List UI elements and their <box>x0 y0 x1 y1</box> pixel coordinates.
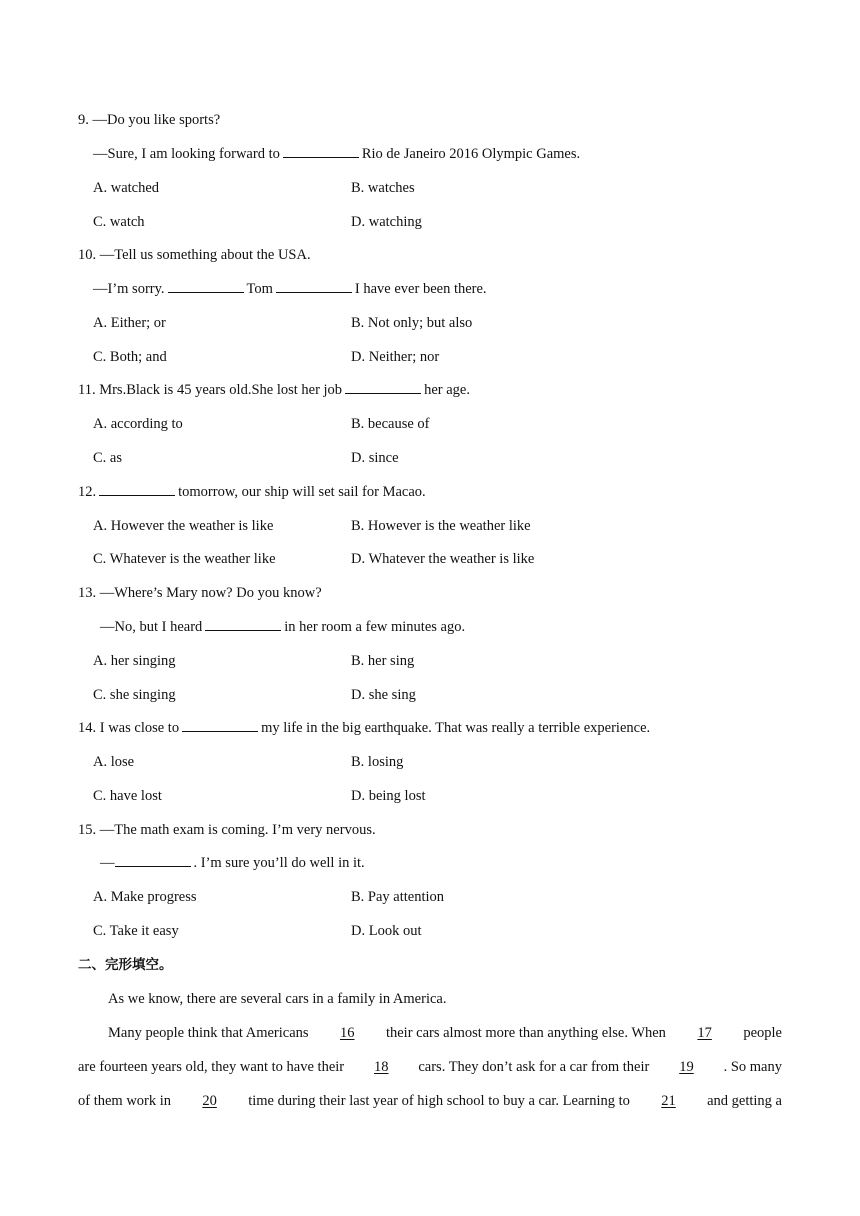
cloze-text: people <box>743 1025 782 1041</box>
q11-option-b: B. because of <box>351 416 430 432</box>
cloze-text: Many people think that Americans <box>108 1025 309 1041</box>
q10-line2-mid: Tom <box>246 281 273 297</box>
q13-line2-pre: —No, but I heard <box>100 619 203 635</box>
cloze-line-2 <box>78 1057 782 1077</box>
q9-line2 <box>93 144 580 164</box>
answer-blank <box>205 617 281 631</box>
q12-option-c: C. Whatever is the weather like <box>93 551 276 567</box>
cloze-text: are fourteen years old, they want to have their <box>78 1059 345 1075</box>
section-heading: 二、完形填空。 <box>78 957 173 973</box>
q10-line2-pre: —I’m sorry. <box>93 281 165 297</box>
q15-option-c: C. Take it easy <box>93 923 179 939</box>
cloze-blank-number: 17 <box>697 1025 712 1041</box>
q12-stem <box>78 482 426 502</box>
q11-stem <box>78 380 470 400</box>
q11-option-a: A. according to <box>93 416 183 432</box>
answer-blank <box>345 380 421 394</box>
q15-line2 <box>100 853 365 873</box>
q10-option-b: B. Not only; but also <box>351 315 473 331</box>
cloze-paragraph-1: As we know, there are several cars in a family in America. <box>108 991 447 1007</box>
q9-option-c: C. watch <box>93 214 145 230</box>
cloze-blank-number: 16 <box>340 1025 355 1041</box>
q15-line2-pre: — <box>100 855 115 871</box>
q11-stem-post: her age. <box>424 382 470 398</box>
answer-blank <box>283 144 359 158</box>
q10-option-d: D. Neither; nor <box>351 349 440 365</box>
q9-line2-post: Rio de Janeiro 2016 Olympic Games. <box>361 146 581 162</box>
q9-option-a: A. watched <box>93 180 160 196</box>
q13-option-d: D. she sing <box>351 687 416 703</box>
q13-line2-post: in her room a few minutes ago. <box>284 619 466 635</box>
q12-option-d: D. Whatever the weather is like <box>351 551 535 567</box>
q14-stem-post: my life in the big earthquake. That was really a terrible experience. <box>261 720 651 736</box>
q15-option-b: B. Pay attention <box>351 889 445 905</box>
answer-blank <box>182 718 258 732</box>
answer-blank <box>276 279 352 293</box>
cloze-text: and getting a <box>707 1093 782 1109</box>
q15-stem: 15. —The math exam is coming. I’m very nervous. <box>78 822 376 838</box>
q10-stem: 10. —Tell us something about the USA. <box>78 247 311 263</box>
q12-option-b: B. However is the weather like <box>351 518 531 534</box>
q10-line2 <box>93 279 487 299</box>
q11-option-c: C. as <box>93 450 122 466</box>
cloze-blank-number: 18 <box>374 1059 389 1075</box>
q9-option-b: B. watches <box>351 180 415 196</box>
q15-line2-post: . I’m sure you’ll do well in it. <box>193 855 365 871</box>
q14-option-d: D. being lost <box>351 788 426 804</box>
answer-blank <box>99 482 175 496</box>
q11-stem-pre: 11. Mrs.Black is 45 years old.She lost her job <box>78 382 343 398</box>
q9-line2-pre: —Sure, I am looking forward to <box>93 146 280 162</box>
cloze-text: of them work in <box>78 1093 172 1109</box>
q13-line2 <box>100 617 465 637</box>
q11-option-d: D. since <box>351 450 399 466</box>
cloze-text: cars. They don’t ask for a car from their <box>418 1059 650 1075</box>
cloze-line-3 <box>78 1091 782 1111</box>
q10-option-a: A. Either; or <box>93 315 166 331</box>
cloze-text: their cars almost more than anything else. When <box>385 1025 666 1041</box>
answer-blank <box>168 279 244 293</box>
q9-stem: 9. —Do you like sports? <box>78 112 221 128</box>
answer-blank <box>115 853 191 867</box>
q15-option-a: A. Make progress <box>93 889 197 905</box>
q14-option-c: C. have lost <box>93 788 162 804</box>
q12-stem-pre: 12. <box>78 484 97 500</box>
cloze-text: . So many <box>723 1059 782 1075</box>
q13-option-a: A. her singing <box>93 653 176 669</box>
cloze-line-1 <box>108 1023 782 1043</box>
q13-option-c: C. she singing <box>93 687 176 703</box>
q14-option-a: A. lose <box>93 754 135 770</box>
q13-option-b: B. her sing <box>351 653 415 669</box>
cloze-text: time during their last year of high school to buy a car. Learning to <box>248 1093 630 1109</box>
q12-option-a: A. However the weather is like <box>93 518 274 534</box>
q14-stem <box>78 718 650 738</box>
q10-option-c: C. Both; and <box>93 349 167 365</box>
q9-option-d: D. watching <box>351 214 422 230</box>
q14-option-b: B. losing <box>351 754 404 770</box>
cloze-blank-number: 20 <box>202 1093 217 1109</box>
cloze-blank-number: 19 <box>679 1059 694 1075</box>
cloze-blank-number: 21 <box>661 1093 676 1109</box>
q15-option-d: D. Look out <box>351 923 422 939</box>
q12-stem-post: tomorrow, our ship will set sail for Macao. <box>178 484 426 500</box>
q14-stem-pre: 14. I was close to <box>78 720 180 736</box>
q13-stem: 13. —Where’s Mary now? Do you know? <box>78 585 322 601</box>
q10-line2-post: I have ever been there. <box>354 281 487 297</box>
